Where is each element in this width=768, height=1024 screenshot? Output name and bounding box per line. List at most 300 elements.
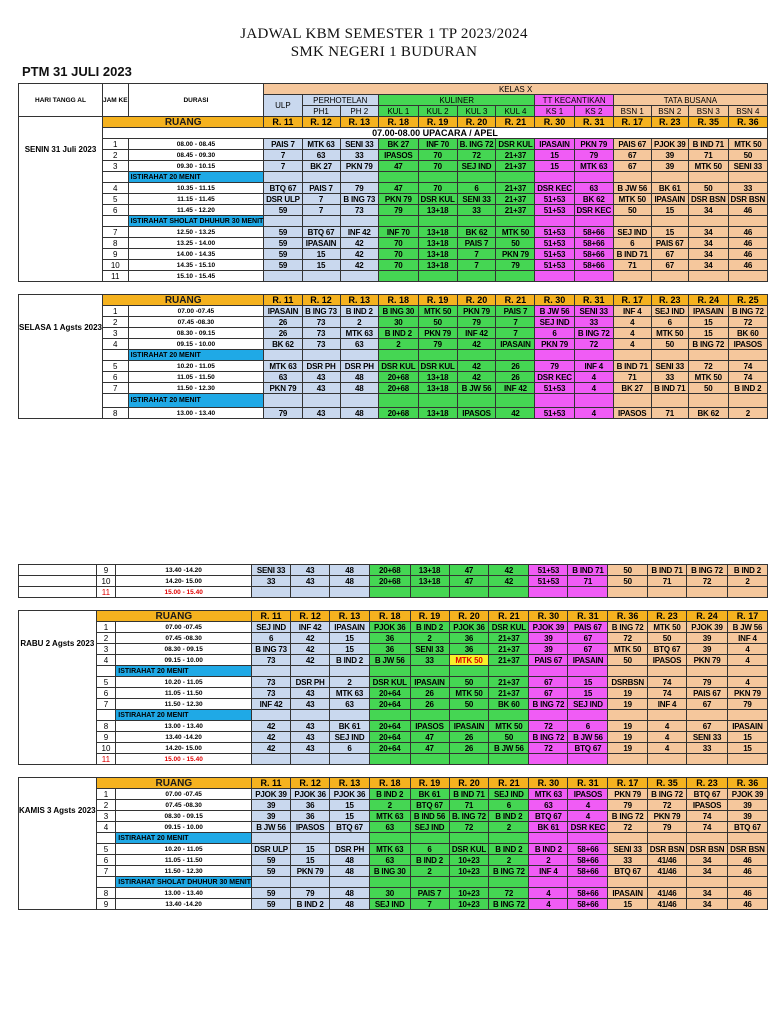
ruang-cell: R. 31 [574,295,613,306]
durasi-cell: 11.05 - 11.50 [116,688,252,699]
lesson-row [19,372,768,383]
break-cell [568,710,608,721]
break-cell [608,877,647,888]
durasi-cell: 15.00 - 15.40 [116,754,252,765]
ruang-cell: R. 31 [574,117,613,128]
break-cell [727,833,767,844]
schedule-cell: 63 [330,699,370,710]
schedule-cell [727,587,767,598]
ruang-cell: R. 18 [379,117,419,128]
schedule-cell: IPASAIN [330,622,370,633]
schedule-cell: BK 62 [688,408,728,419]
lesson-row [19,677,768,688]
lesson-row [19,743,768,754]
schedule-cell: PKN 79 [727,688,767,699]
schedule-cell: 58+66 [574,260,613,271]
schedule-cell: 73 [302,328,340,339]
schedule-cell: 10+23 [449,899,489,910]
ruang-cell: R. 23 [651,295,688,306]
break-cell [613,394,651,408]
break-cell [727,710,767,721]
durasi-cell: 13.40 -14.20 [116,899,252,910]
schedule-cell: DSR KUL [496,139,535,150]
schedule-cell: 43 [291,743,330,754]
schedule-cell: MTK 63 [264,361,302,372]
schedule-cell [418,271,457,282]
lesson-row [19,899,768,910]
schedule-cell: DSR KUL [369,677,410,688]
schedule-cell: B JW 56 [369,655,410,666]
ruang-cell: R. 24 [687,611,728,622]
schedule-cell: MTK 50 [728,139,767,150]
schedule-cell: 6 [410,844,449,855]
schedule-cell: 7 [496,317,535,328]
schedule-cell: 15 [608,899,647,910]
durasi-cell: 11.50 - 12.30 [116,866,252,877]
schedule-cell: 70 [379,238,419,249]
jam-cell: 6 [96,855,116,866]
schedule-cell [291,587,330,598]
lesson-row [19,260,768,271]
schedule-cell: B ING 73 [252,644,291,655]
schedule-cell: 79 [608,800,647,811]
ruang-cell: R. 12 [291,778,330,789]
schedule-cell: 26 [496,361,535,372]
schedule-cell: 34 [687,899,728,910]
schedule-cell: PJOK 39 [651,139,688,150]
ruang-cell: R. 36 [608,611,647,622]
schedule-cell: B ING 72 [608,622,647,633]
lesson-row [19,822,768,833]
schedule-cell: BK 60 [489,699,529,710]
durasi-cell: 11.50 - 12.30 [116,699,252,710]
schedule-cell [449,587,489,598]
lesson-row [19,249,768,260]
schedule-cell: 39 [529,633,568,644]
break-cell [457,172,496,183]
schedule-cell: 79 [418,339,457,350]
ruang-cell: R. 11 [264,295,302,306]
break-cell [449,877,489,888]
schedule-cell [728,271,767,282]
durasi-cell: 14.20- 15.00 [116,743,252,754]
break-cell [728,172,767,183]
schedule-cell: 42 [457,339,496,350]
schedule-cell: 7 [302,205,340,216]
schedule-cell: 74 [728,361,767,372]
durasi-cell: 07.45 -08.30 [128,317,264,328]
schedule-cell [369,754,410,765]
schedule-cell: 19 [608,688,647,699]
ruang-cell: R. 25 [728,295,767,306]
schedule-cell: DSR BSN [647,844,686,855]
schedule-cell: 2 [330,677,370,688]
schedule-cell: IPASAIN [410,677,449,688]
schedule-cell: 34 [688,249,728,260]
schedule-cell: 46 [727,888,767,899]
schedule-cell: 2 [410,866,449,877]
schedule-cell: 36 [449,633,489,644]
durasi-cell: 07.00 -07.45 [116,622,252,633]
lesson-row [19,732,768,743]
break-cell [369,666,410,677]
schedule-cell: 34 [687,866,728,877]
break-cell [449,666,489,677]
schedule-cell [496,271,535,282]
schedule-cell: B IND 2 [379,328,419,339]
schedule-cell: B ING 72 [688,339,728,350]
schedule-cell: B IND 2 [727,565,767,576]
schedule-cell: 33 [252,576,291,587]
schedule-cell: 58+66 [568,844,608,855]
jam-cell: 11 [96,754,116,765]
durasi-cell: 15.00 - 15.40 [116,587,252,598]
schedule-cell: 42 [291,633,330,644]
schedule-cell: 71 [613,260,651,271]
schedule-cell: BK 61 [410,789,449,800]
ruang-cell: R. 23 [647,611,686,622]
ruang-label: RUANG [103,295,264,306]
ptm-date: PTM 31 JULI 2023 [22,64,132,79]
ruang-cell: R. 21 [489,611,529,622]
schedule-cell: 50 [608,576,647,587]
schedule-cell: 2 [369,800,410,811]
schedule-cell: 15 [535,161,574,172]
lesson-row [19,408,768,419]
ruang-cell: R. 13 [340,295,379,306]
break-cell [252,877,291,888]
schedule-cell: 6 [252,633,291,644]
schedule-cell: B IND 71 [651,383,688,394]
schedule-cell: IPASOS [457,408,496,419]
schedule-cell: SEJ IND [252,622,291,633]
lesson-row [19,194,768,205]
schedule-cell: 4 [568,800,608,811]
jam-cell: 1 [103,306,129,317]
break-row [19,350,768,361]
schedule-cell: SENI 33 [608,844,647,855]
schedule-cell: 58+66 [574,227,613,238]
schedule-cell: 70 [418,161,457,172]
break-label: ISTIRAHAT 20 MENIT [128,172,264,183]
break-cell [535,394,574,408]
jam-cell: 10 [103,260,129,271]
schedule-cell: B ING 72 [728,306,767,317]
schedule-cell: 15 [330,644,370,655]
break-cell [613,350,651,361]
schedule-cell: MTK 50 [613,194,651,205]
schedule-cell: 13+18 [418,227,457,238]
schedule-cell: 50 [651,339,688,350]
schedule-cell: 70 [418,150,457,161]
jam-cell: 9 [103,249,129,260]
ruang-cell: R. 23 [651,117,688,128]
schedule-cell: SENI 33 [574,306,613,317]
schedule-cell: 46 [727,899,767,910]
schedule-cell: 79 [535,361,574,372]
schedule-cell: BK 60 [728,328,767,339]
header-class-0: PH1 [302,106,340,117]
ruang-cell: R. 13 [330,778,370,789]
schedule-cell: PAIS 67 [529,655,568,666]
schedule-cell: PKN 79 [379,194,419,205]
schedule-cell: INF 42 [457,328,496,339]
break-cell [457,394,496,408]
schedule-cell: B ING 72 [529,732,568,743]
schedule-cell [291,754,330,765]
schedule-cell: MTK 50 [449,655,489,666]
schedule-cell: 73 [252,655,291,666]
schedule-cell: SEJ IND [568,699,608,710]
break-cell [568,666,608,677]
schedule-cell: B IND 71 [449,789,489,800]
schedule-cell: 48 [330,866,370,877]
schedule-cell: IPASAIN [568,655,608,666]
schedule-cell: BTQ 67 [330,822,370,833]
schedule-cell: MTK 63 [302,139,340,150]
break-row [19,710,768,721]
schedule-cell: 51+53 [535,249,574,260]
schedule-cell: IPASOS [410,721,449,732]
break-cell [727,666,767,677]
jam-cell: 3 [96,811,116,822]
schedule-cell: 34 [688,227,728,238]
break-cell [457,350,496,361]
schedule-cell: 6 [489,800,529,811]
header-kuliner: KULINER [379,95,535,106]
schedule-cell [568,587,608,598]
schedule-cell: 39 [727,811,767,822]
schedule-cell: B IND 71 [613,249,651,260]
schedule-cell: BK 62 [574,194,613,205]
break-cell [330,666,370,677]
lesson-row [19,150,768,161]
schedule-cell: 42 [457,361,496,372]
schedule-cell: 36 [291,800,330,811]
schedule-cell: B IND 56 [410,811,449,822]
schedule-cell: DSR KUL [489,622,529,633]
schedule-cell: 4 [727,655,767,666]
schedule-cell [489,587,529,598]
schedule-cell: SEJ IND [410,822,449,833]
schedule-cell: 20+68 [379,372,419,383]
schedule-cell: 13+18 [418,238,457,249]
break-cell [651,172,688,183]
schedule-cell: 42 [489,576,529,587]
break-jam [96,877,116,888]
day-cell: SELASA 1 Agsts 2023 [19,295,103,419]
ruang-cell: R. 11 [252,611,291,622]
break-cell [252,666,291,677]
break-cell [302,172,340,183]
schedule-cell [330,754,370,765]
header-class-5: KUL 4 [496,106,535,117]
schedule-cell: PJOK 39 [727,789,767,800]
schedule-cell: 72 [728,317,767,328]
schedule-cell: 46 [728,227,767,238]
schedule-cell: 2 [489,855,529,866]
jam-cell: 9 [96,899,116,910]
schedule-cell: 4 [529,899,568,910]
schedule-cell: 42 [291,644,330,655]
schedule-cell: 74 [647,677,686,688]
schedule-cell: 72 [608,822,647,833]
break-cell [330,877,370,888]
break-cell [687,833,728,844]
schedule-cell: MTK 63 [574,161,613,172]
schedule-cell: 33 [728,183,767,194]
schedule-cell: 67 [568,633,608,644]
schedule-cell: BK 27 [613,383,651,394]
ruang-label: RUANG [96,611,251,622]
schedule-cell: 67 [568,644,608,655]
schedule-cell: 15 [727,732,767,743]
schedule-cell: 47 [449,565,489,576]
break-cell [291,833,330,844]
durasi-cell: 08.00 - 08.45 [128,139,264,150]
day-cell [19,565,97,576]
schedule-cell: 51+53 [535,260,574,271]
ruang-cell: R. 20 [449,778,489,789]
schedule-cell: 4 [574,408,613,419]
durasi-cell: 08.30 - 09.15 [116,811,252,822]
schedule-cell [687,754,728,765]
schedule-cell: 6 [568,721,608,732]
jam-cell: 9 [96,565,116,576]
schedule-cell: 41/46 [647,855,686,866]
break-label: ISTIRAHAT 20 MENIT [116,666,252,677]
schedule-cell: 79 [340,183,379,194]
schedule-cell: 47 [379,183,419,194]
schedule-cell: MTK 50 [489,721,529,732]
schedule-cell: 7 [264,150,302,161]
document-title: JADWAL KBM SEMESTER 1 TP 2023/2024 [240,26,528,42]
schedule-cell: 47 [449,576,489,587]
schedule-cell: BTQ 67 [727,822,767,833]
break-cell [489,833,529,844]
schedule-cell: 21+37 [496,183,535,194]
schedule-cell: 79 [379,205,419,216]
schedule-cell [379,271,419,282]
durasi-cell: 13.25 - 14.00 [128,238,264,249]
schedule-cell: MTK 63 [340,328,379,339]
schedule-cell [340,271,379,282]
lesson-row [19,317,768,328]
break-jam [96,710,116,721]
schedule-cell: 15 [302,249,340,260]
schedule-cell: B ING 72 [489,866,529,877]
schedule-cell: 15 [302,260,340,271]
schedule-cell: B IND 2 [330,655,370,666]
lesson-row [19,688,768,699]
schedule-cell: 43 [302,372,340,383]
header-class-11: BSN 4 [728,106,767,117]
schedule-cell: 41/46 [647,899,686,910]
schedule-cell [535,271,574,282]
lesson-row [19,789,768,800]
durasi-cell: 13.00 - 13.40 [116,721,252,732]
schedule-cell: BTQ 67 [647,644,686,655]
schedule-cell [613,271,651,282]
schedule-cell: IPASOS [728,339,767,350]
schedule-cell: 58+66 [568,888,608,899]
jam-cell: 5 [96,844,116,855]
schedule-cell: PAIS 67 [613,139,651,150]
durasi-cell: 11.50 - 12.30 [128,383,264,394]
break-cell [496,394,535,408]
schedule-cell: 67 [651,249,688,260]
upacara-label: 07.00-08.00 UPACARA / APEL [103,128,768,139]
break-cell [489,877,529,888]
schedule-cell: 30 [369,888,410,899]
schedule-cell: SEJ IND [535,317,574,328]
schedule-cell: PAIS 7 [302,183,340,194]
schedule-cell: 7 [410,899,449,910]
schedule-cell: B IND 2 [369,789,410,800]
ruang-cell: R. 36 [727,778,767,789]
schedule-cell: INF 4 [647,699,686,710]
schedule-cell: 73 [340,205,379,216]
schedule-cell: SEJ IND [330,732,370,743]
day-cell: RABU 2 Agsts 2023 [19,611,97,765]
schedule-cell: 26 [496,372,535,383]
schedule-cell: SEJ IND [369,899,410,910]
jam-cell: 4 [103,339,129,350]
schedule-cell: 4 [574,383,613,394]
schedule-cell: B JW 56 [489,743,529,754]
schedule-cell: 15 [535,150,574,161]
durasi-cell: 13.00 - 13.40 [128,408,264,419]
schedule-cell: 46 [727,855,767,866]
schedule-cell: DSR PH [330,844,370,855]
schedule-cell: 26 [410,688,449,699]
schedule-cell: MTK 50 [418,306,457,317]
schedule-cell: 4 [574,372,613,383]
schedule-cell [449,754,489,765]
schedule-cell: 74 [687,822,728,833]
schedule-cell: B JW 56 [568,732,608,743]
durasi-cell: 10.20 - 11.05 [116,677,252,688]
schedule-cell [410,587,449,598]
schedule-cell: BTQ 67 [302,227,340,238]
schedule-cell: PJOK 36 [449,622,489,633]
durasi-cell: 14.00 - 14.35 [128,249,264,260]
schedule-cell: DSR BSN [687,844,728,855]
schedule-cell: PJOK 36 [369,622,410,633]
schedule-cell: DSR BSN [688,194,728,205]
day-cell: KAMIS 3 Agsts 2023 [19,778,97,910]
break-cell [252,710,291,721]
durasi-cell: 09.15 - 10.00 [128,339,264,350]
schedule-cell: 72 [489,888,529,899]
break-cell [568,877,608,888]
schedule-cell: 7 [457,260,496,271]
schedule-cell: 19 [608,743,647,754]
schedule-cell: SEJ IND [489,789,529,800]
schedule-cell: DSR BSN [727,844,767,855]
lesson-row [19,361,768,372]
schedule-cell: 33 [410,655,449,666]
schedule-cell: PKN 79 [457,306,496,317]
ruang-cell: R. 17 [608,778,647,789]
schedule-table-2 [18,564,768,910]
break-cell [340,172,379,183]
schedule-cell: B IND 71 [568,565,608,576]
ruang-cell: R. 30 [529,778,568,789]
schedule-cell: 33 [574,317,613,328]
schedule-cell: B JW 56 [613,183,651,194]
break-cell [410,710,449,721]
